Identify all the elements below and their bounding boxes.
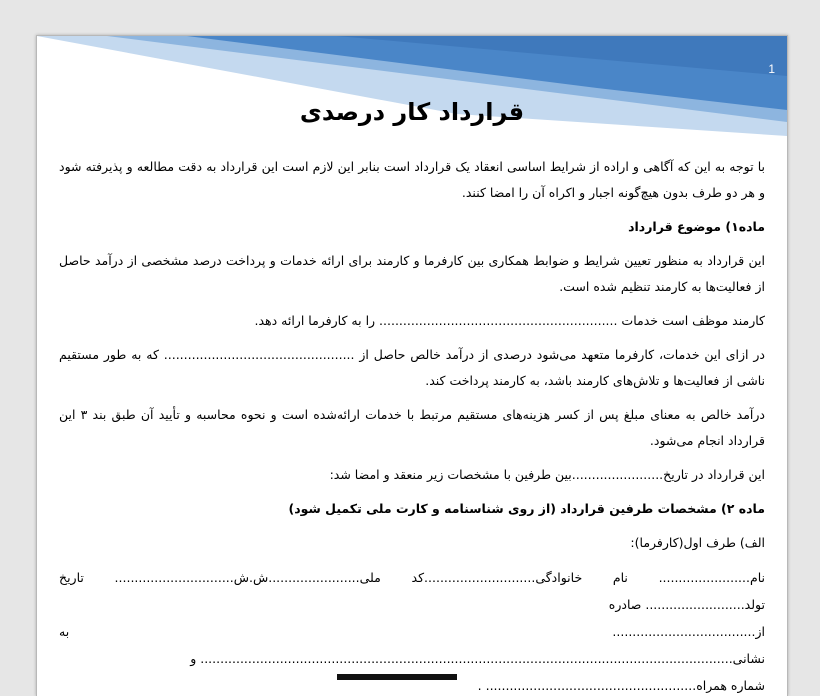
- intro-paragraph: با توجه به این که آگاهی و اراده از شرایط اساسی انعقاد یک قرارداد است بنابر این لازم است این قرارداد به دقت مطالعه و پذیرفته شود و هر دو طرف بدون هیچ‌گونه اجبار و اکراه آن را امضا کنند.: [59, 159, 765, 200]
- document-page: [36, 35, 788, 696]
- document-title: قرارداد کار درصدی: [299, 98, 525, 126]
- field-line-phone: شماره همراه..................................................... .: [477, 678, 765, 693]
- article1-paragraph-5: این قرارداد در تاریخ.......................بین طرفین با مشخصات زیر منعقد و امضا شد:: [329, 467, 765, 482]
- bottom-bar: [337, 674, 457, 680]
- article1-paragraph-2: کارمند موظف است خدمات ............................................................ را به کارفرما ارائه دهد.: [254, 313, 765, 328]
- header-banner: [37, 36, 787, 146]
- article1-paragraph-4: درآمد خالص به معنای مبلغ پس از کسر هزینه‌های مستقیم مرتبط با خدمات ارائه‌شده است و نحوه محاسبه و تأیید آن طبق بند ۳ این قرارداد انجام می‌شود.: [59, 407, 765, 448]
- page-number: 1: [768, 62, 775, 76]
- article1-heading: ماده۱) موضوع قرارداد: [628, 219, 765, 234]
- article1-paragraph-1: این قرارداد به منظور تعیین شرایط و ضوابط همکاری بین کارفرما و کارمند برای ارائه خدمات و پرداخت درصد مشخصی از درآمد حاصل از فعالیت‌ها به کارمند تنظیم شده است.: [59, 253, 765, 294]
- document-body: [59, 154, 765, 696]
- article1-paragraph-3: در ازای این خدمات، کارفرما متعهد می‌شود درصدی از درآمد خالص حاصل از ................................................ که به طور مستقیم ناشی از فعالیت‌ها و تلاش‌های کارمند باشد، به کارمند پرداخت کند.: [59, 347, 765, 388]
- field-line-name: نام....................... نام خانوادگی............................کد ملی.......................ش.ش.............................. تاریخ تولد......................... صادره: [59, 570, 765, 612]
- field-line-address: از.................................... به نشانی...................................................................................................................................... و: [59, 624, 765, 666]
- article2-heading: ماده ۲) مشخصات طرفین قرارداد (از روی شناسنامه و کارت ملی تکمیل شود): [288, 501, 765, 516]
- party-a-label: الف) طرف اول(کارفرما):: [630, 535, 765, 550]
